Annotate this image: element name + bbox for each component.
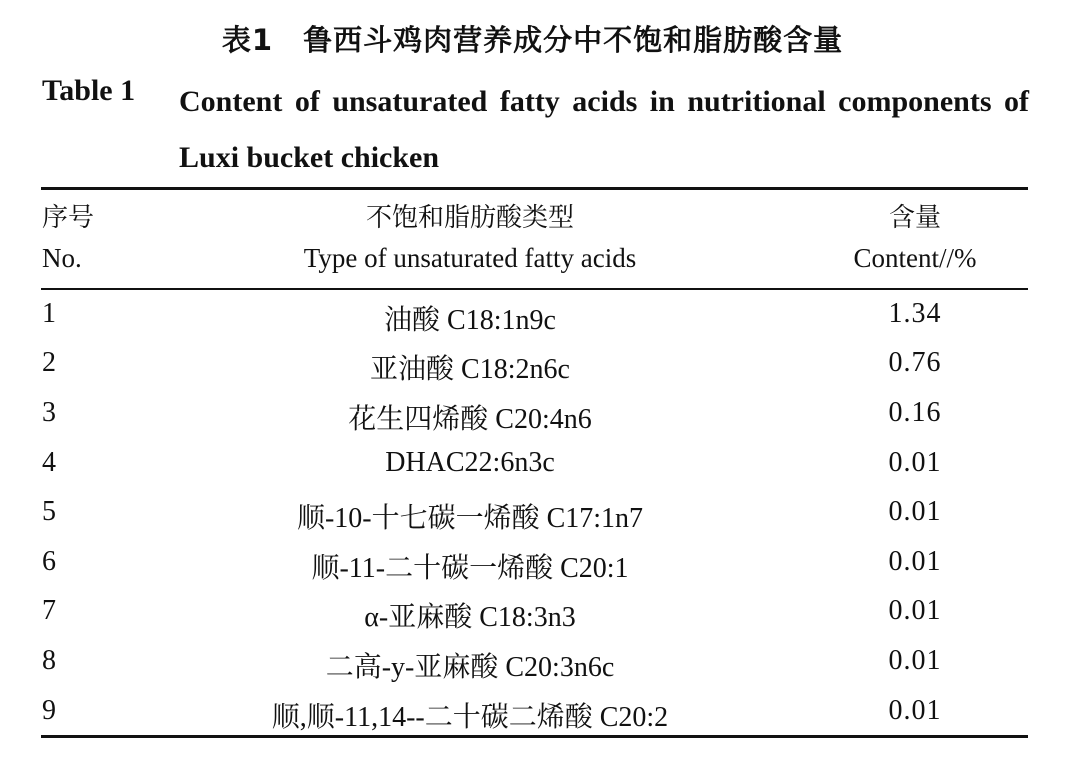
row-content-value: 0.01	[888, 496, 942, 527]
row-number: 8	[42, 645, 56, 676]
row-acid-type: 二高-y-亚麻酸 C20:3n6c	[325, 652, 615, 683]
table-bottom-rule	[41, 735, 1028, 738]
table-row	[0, 645, 1065, 695]
row-number: 1	[42, 298, 56, 329]
table-caption-text: Content of unsaturated fatty acids in nutritional components of Luxi bucket chicken	[179, 85, 1029, 174]
header-type-en: Type of unsaturated fatty acids	[303, 243, 637, 273]
header-number	[42, 198, 94, 278]
row-acid-type: 亚油酸 C18:2n6c	[370, 354, 570, 385]
row-content-value: 0.01	[888, 645, 942, 676]
row-content-value: 0.01	[888, 447, 942, 478]
header-type	[230, 198, 710, 278]
table-row	[0, 595, 1065, 645]
header-content-cn: 含量	[888, 203, 941, 233]
header-content	[800, 198, 1030, 278]
table-number-label: Table 1	[42, 74, 136, 107]
table-header-rule	[41, 288, 1028, 290]
table-row	[0, 447, 1065, 497]
row-acid-type: 顺-11-二十碳一烯酸 C20:1	[311, 553, 629, 584]
row-content-value: 0.01	[888, 595, 942, 626]
row-acid-type: 花生四烯酸 C20:4n6	[348, 404, 592, 435]
row-number: 2	[42, 347, 56, 378]
row-acid-type: 油酸 C18:1n9c	[384, 305, 556, 336]
header-type-cn: 不饱和脂肪酸类型	[365, 203, 574, 233]
table-row	[0, 298, 1065, 348]
row-number: 5	[42, 496, 56, 527]
row-acid-type: DHAC22:6n3c	[385, 447, 555, 478]
header-number-cn: 序号	[42, 203, 95, 233]
table-title-chinese: 表1 鲁西斗鸡肉营养成分中不饱和脂肪酸含量	[221, 23, 844, 57]
row-number: 7	[42, 595, 56, 626]
table-row	[0, 397, 1065, 447]
table-row	[0, 546, 1065, 596]
row-acid-type: 顺,顺-11,14--二十碳二烯酸 C20:2	[271, 702, 669, 733]
row-content-value: 0.01	[888, 546, 942, 577]
header-number-en: No.	[42, 243, 82, 273]
row-content-value: 0.16	[888, 397, 942, 428]
row-content-value: 0.76	[888, 347, 942, 378]
header-content-en: Content//%	[853, 243, 977, 273]
row-content-value: 1.34	[888, 298, 942, 329]
row-content-value: 0.01	[888, 695, 942, 726]
row-number: 4	[42, 447, 56, 478]
row-acid-type: 顺-10-十七碳一烯酸 C17:1n7	[296, 503, 644, 534]
row-number: 9	[42, 695, 56, 726]
row-acid-type: α-亚麻酸 C18:3n3	[364, 602, 576, 633]
row-number: 6	[42, 546, 56, 577]
table-row	[0, 347, 1065, 397]
row-number: 3	[42, 397, 56, 428]
table-row	[0, 496, 1065, 546]
table-top-rule	[41, 187, 1028, 190]
